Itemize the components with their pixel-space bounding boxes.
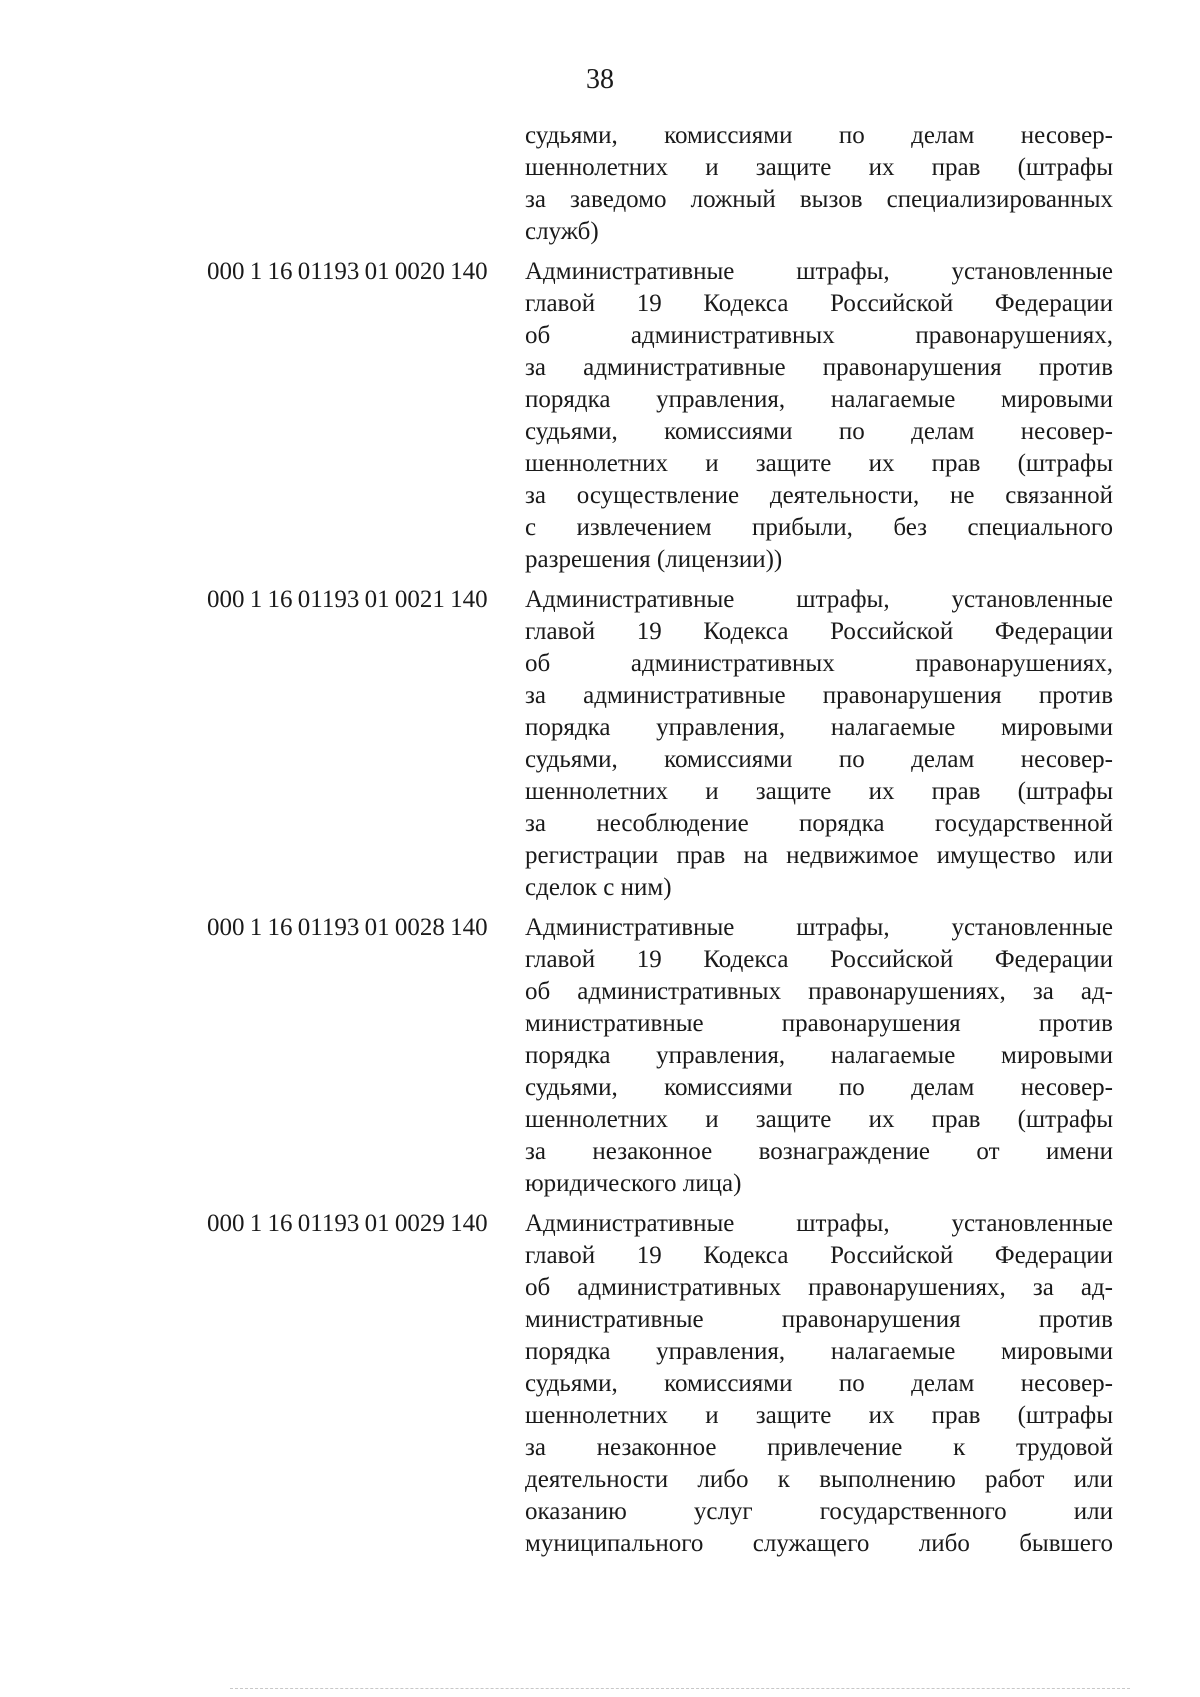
description-line: за осуществление деятельности, не связанной xyxy=(525,482,1113,509)
description-line: за несоблюдение порядка государственной xyxy=(525,810,1113,837)
description-line: судьями, комиссиями по делам несовер- xyxy=(525,418,1113,445)
description-line: шеннолетних и защите их прав (штрафы xyxy=(525,450,1113,477)
page-number: 38 xyxy=(586,64,614,95)
budget-code: 000 1 16 01193 01 0028 140 xyxy=(207,914,488,941)
description-line: сделок с ним) xyxy=(525,874,672,901)
description-line: регистрации прав на недвижимое имущество или xyxy=(525,842,1113,869)
description-line: судьями, комиссиями по делам несовер- xyxy=(525,746,1113,773)
scan-edge-line xyxy=(230,1688,1130,1689)
description-line: юридического лица) xyxy=(525,1170,742,1197)
description-line: министративные правонарушения против xyxy=(525,1010,1113,1037)
description-line: главой 19 Кодекса Российской Федерации xyxy=(525,618,1113,645)
description-line: главой 19 Кодекса Российской Федерации xyxy=(525,946,1113,973)
entry-description xyxy=(525,584,1113,904)
table-row xyxy=(0,256,1200,576)
description-line: за административные правонарушения против xyxy=(525,682,1113,709)
description-line: порядка управления, налагаемые мировыми xyxy=(525,1338,1113,1365)
entry-description xyxy=(525,120,1113,248)
entry-description xyxy=(525,1208,1113,1560)
description-line: об административных правонарушениях, за ад- xyxy=(525,978,1113,1005)
description-line: оказанию услуг государственного или xyxy=(525,1498,1113,1525)
description-line: с извлечением прибыли, без специального xyxy=(525,514,1113,541)
description-line: главой 19 Кодекса Российской Федерации xyxy=(525,1242,1113,1269)
description-line: об административных правонарушениях, xyxy=(525,322,1113,349)
description-line: шеннолетних и защите их прав (штрафы xyxy=(525,1402,1113,1429)
description-line: Административные штрафы, установленные xyxy=(525,586,1113,613)
budget-code: 000 1 16 01193 01 0029 140 xyxy=(207,1210,488,1237)
entry-description xyxy=(525,256,1113,576)
description-line: Административные штрафы, установленные xyxy=(525,1210,1113,1237)
description-line: муниципального служащего либо бывшего xyxy=(525,1530,1113,1557)
description-line: порядка управления, налагаемые мировыми xyxy=(525,714,1113,741)
description-line: порядка управления, налагаемые мировыми xyxy=(525,1042,1113,1069)
description-line: об административных правонарушениях, за ад- xyxy=(525,1274,1113,1301)
description-line: порядка управления, налагаемые мировыми xyxy=(525,386,1113,413)
description-line: министративные правонарушения против xyxy=(525,1306,1113,1333)
description-line: за незаконное вознаграждение от имени xyxy=(525,1138,1113,1165)
description-line: за административные правонарушения против xyxy=(525,354,1113,381)
table-row xyxy=(0,120,1200,248)
description-line: шеннолетних и защите их прав (штрафы xyxy=(525,778,1113,805)
description-line: судьями, комиссиями по делам несовер- xyxy=(525,122,1113,149)
description-line: шеннолетних и защите их прав (штрафы xyxy=(525,1106,1113,1133)
budget-code: 000 1 16 01193 01 0020 140 xyxy=(207,258,488,285)
budget-code: 000 1 16 01193 01 0021 140 xyxy=(207,586,488,613)
entry-description xyxy=(525,912,1113,1200)
table-row xyxy=(0,1208,1200,1560)
description-line: об административных правонарушениях, xyxy=(525,650,1113,677)
description-line: Административные штрафы, установленные xyxy=(525,258,1113,285)
description-line: Административные штрафы, установленные xyxy=(525,914,1113,941)
description-line: за незаконное привлечение к трудовой xyxy=(525,1434,1113,1461)
classification-table xyxy=(0,120,1200,1568)
table-row xyxy=(0,584,1200,904)
table-row xyxy=(0,912,1200,1200)
description-line: разрешения (лицензии)) xyxy=(525,546,783,573)
description-line: судьями, комиссиями по делам несовер- xyxy=(525,1370,1113,1397)
description-line: шеннолетних и защите их прав (штрафы xyxy=(525,154,1113,181)
description-line: за заведомо ложный вызов специализированных xyxy=(525,186,1113,213)
description-line: судьями, комиссиями по делам несовер- xyxy=(525,1074,1113,1101)
description-line: служб) xyxy=(525,218,599,245)
description-line: главой 19 Кодекса Российской Федерации xyxy=(525,290,1113,317)
description-line: деятельности либо к выполнению работ или xyxy=(525,1466,1113,1493)
